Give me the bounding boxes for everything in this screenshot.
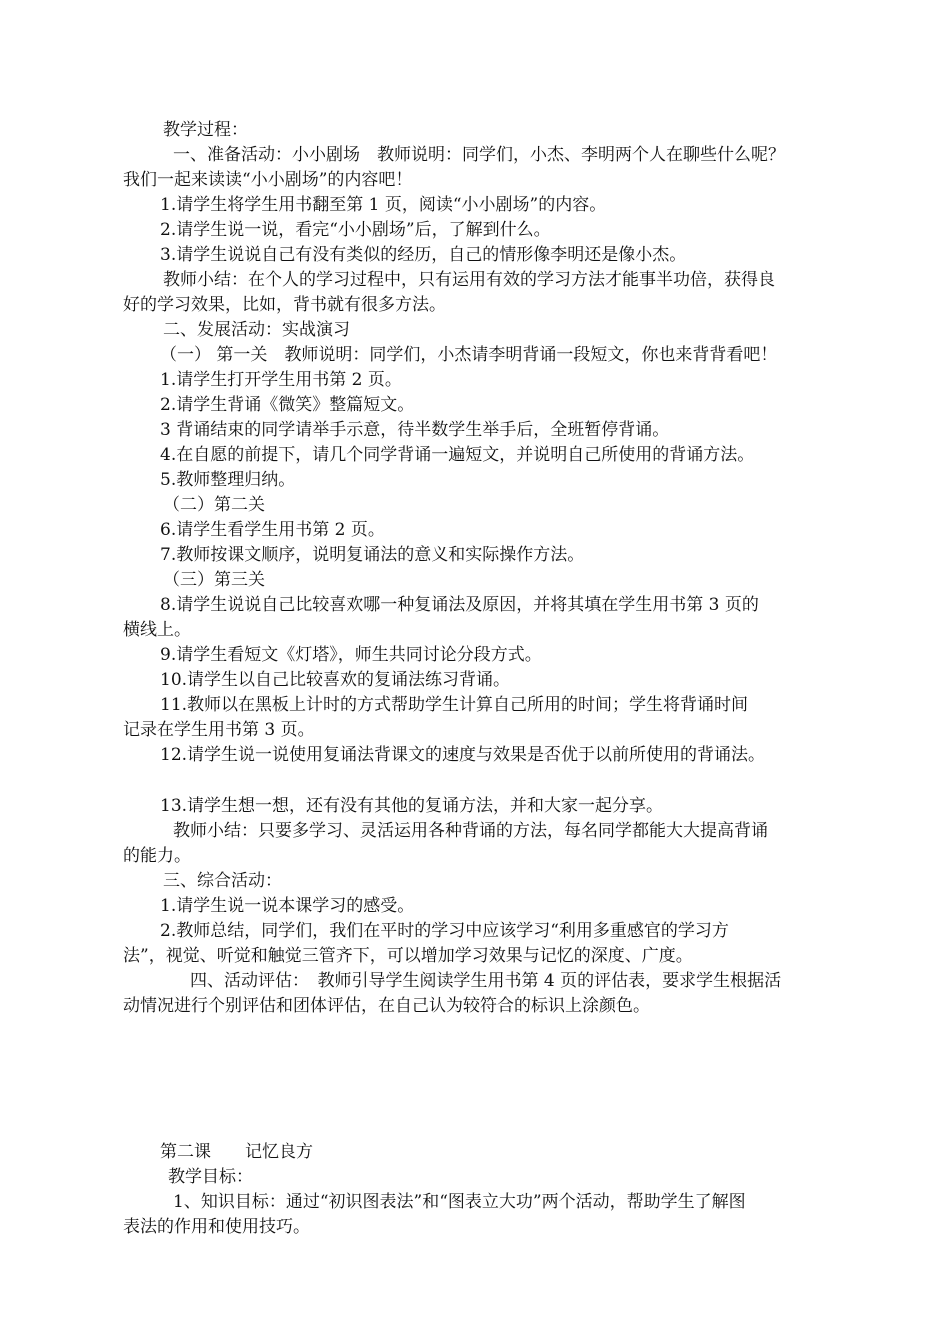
text-line: 12.请学生说一说使用复诵法背课文的速度与效果是否优于以前所使用的背诵法。 — [160, 745, 766, 765]
section-heading: 三、综合活动： — [163, 871, 282, 891]
text-line: 1.请学生打开学生用书第 2 页。 — [160, 370, 402, 390]
text-line: 动情况进行个别评估和团体评估，在自己认为较符合的标识上涂颜色。 — [123, 996, 650, 1016]
text-line: 7.教师按课文顺序，说明复诵法的意义和实际操作方法。 — [160, 545, 585, 565]
lesson-title: 第二课 记忆良方 — [160, 1142, 313, 1162]
text-line: 1.请学生将学生用书翻至第 1 页，阅读“小小剧场”的内容。 — [160, 195, 607, 215]
text-line: 1、知识目标：通过“初识图表法”和“图表立大功”两个活动，帮助学生了解图 — [173, 1192, 746, 1212]
text-line: 教师小结：在个人的学习过程中，只有运用有效的学习方法才能事半功倍，获得良 — [163, 270, 775, 290]
text-line: 法”，视觉、听觉和触觉三管齐下，可以增加学习效果与记忆的深度、广度。 — [123, 946, 693, 966]
text-line: （一） 第一关 教师说明：同学们，小杰请李明背诵一段短文，你也来背背看吧！ — [160, 345, 778, 365]
text-line: 13.请学生想一想，还有没有其他的复诵方法，并和大家一起分享。 — [160, 796, 664, 816]
text-line: 9.请学生看短文《灯塔》，师生共同讨论分段方式。 — [160, 645, 542, 665]
text-line: 5.教师整理归纳。 — [160, 470, 296, 490]
text-line: 3.请学生说说自己有没有类似的经历，自己的情形像李明还是像小杰。 — [160, 245, 687, 265]
text-line: 好的学习效果，比如，背书就有很多方法。 — [123, 295, 446, 315]
text-line: 8.请学生说说自己比较喜欢哪一种复诵法及原因，并将其填在学生用书第 3 页的 — [160, 595, 759, 615]
text-line: 记录在学生用书第 3 页。 — [123, 720, 315, 740]
text-line: 一、准备活动：小小剧场 教师说明：同学们，小杰、李明两个人在聊些什么呢？ — [173, 145, 785, 165]
text-line: 10.请学生以自己比较喜欢的复诵法练习背诵。 — [160, 670, 511, 690]
section-heading: 四、活动评估： 教师引导学生阅读学生用书第 4 页的评估表，要求学生根据活 — [190, 971, 782, 991]
section-heading: 二、发展活动：实战演习 — [163, 320, 350, 340]
text-line: （三）第三关 — [163, 570, 265, 590]
text-line: 教师小结：只要多学习、灵活运用各种背诵的方法，每名同学都能大大提高背诵 — [173, 821, 768, 841]
text-line: 3 背诵结束的同学请举手示意，待半数学生举手后，全班暂停背诵。 — [160, 420, 670, 440]
section-heading: 教学目标： — [168, 1167, 253, 1187]
text-line: 2.请学生背诵《微笑》整篇短文。 — [160, 395, 415, 415]
text-line: 11.教师以在黑板上计时的方式帮助学生计算自己所用的时间；学生将背诵时间 — [160, 695, 749, 715]
text-line: 1.请学生说一说本课学习的感受。 — [160, 896, 415, 916]
text-line: 2.教师总结，同学们，我们在平时的学习中应该学习“利用多重感官的学习方 — [160, 921, 729, 941]
text-line: 横线上。 — [123, 620, 191, 640]
text-line: 4.在自愿的前提下，请几个同学背诵一遍短文，并说明自己所使用的背诵方法。 — [160, 445, 755, 465]
text-line: （二）第二关 — [163, 495, 265, 515]
text-line: 表法的作用和使用技巧。 — [123, 1217, 310, 1237]
text-line: 2.请学生说一说，看完“小小剧场”后，了解到什么。 — [160, 220, 551, 240]
text-line: 的能力。 — [123, 846, 191, 866]
text-line: 6.请学生看学生用书第 2 页。 — [160, 520, 385, 540]
text-line: 我们一起来读读“小小剧场”的内容吧！ — [123, 170, 413, 190]
text-line: 教学过程： — [163, 120, 248, 140]
